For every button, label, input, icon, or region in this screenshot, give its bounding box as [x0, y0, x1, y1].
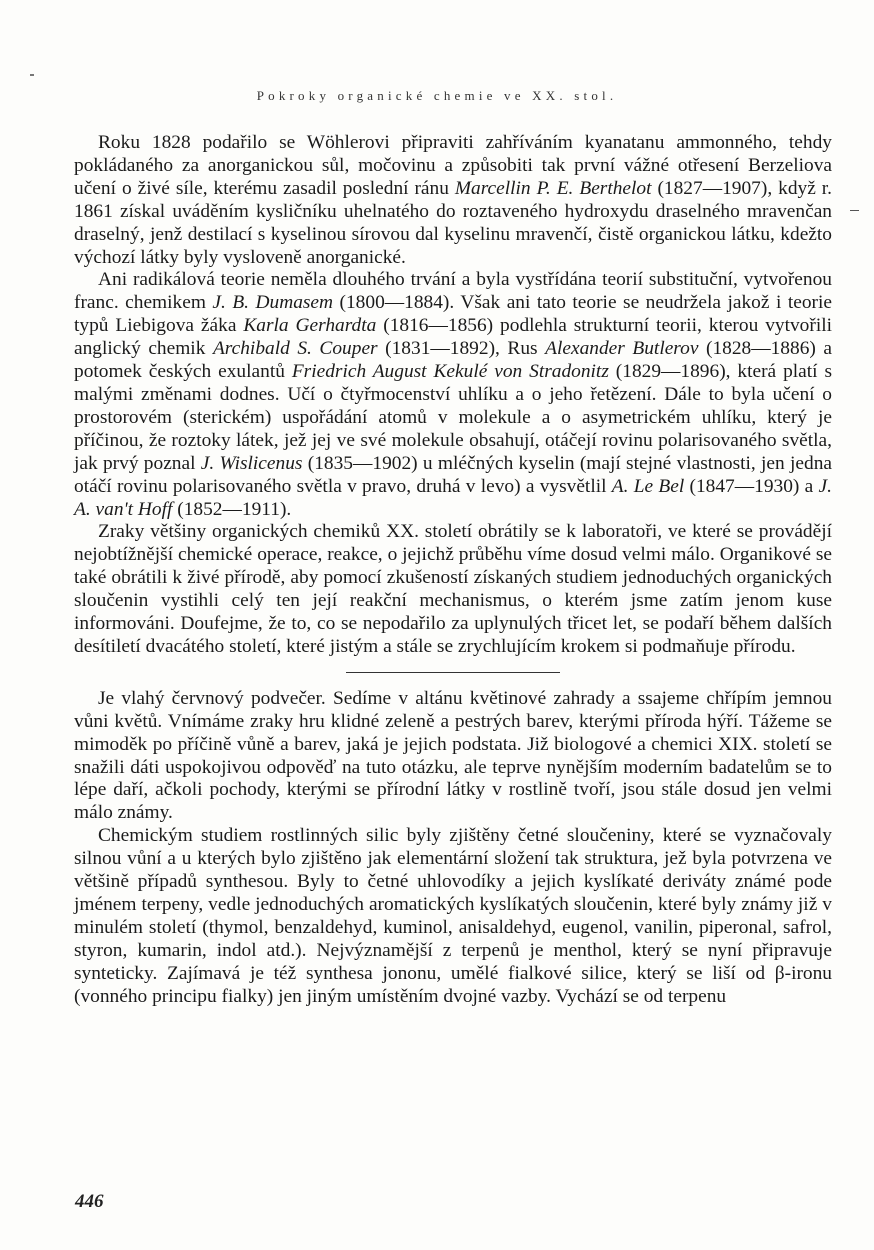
body-text [74, 132, 832, 1009]
paragraph [74, 521, 832, 658]
section-plant-oils [74, 688, 832, 1009]
italic-name: J. Wislicenus [200, 452, 303, 474]
text-run: (1847—1930) a [684, 475, 819, 497]
text-run: Ani radikálová teorie neměla dlouhého trvání a byla vystřídána teorií substituční, vytvořenou franc. chemikem [74, 269, 832, 314]
text-run: (1831—1892), Rus [377, 338, 546, 360]
text-run: (1800—1884). Však ani tato teorie se neudržela jakož i teorie typů Liebigova žáka [74, 292, 832, 337]
italic-name: Archibald S. Couper [212, 338, 378, 360]
text-run: (1828—1886) a potomek českých exulantů [74, 338, 833, 383]
text-run: (1829—1896), která platí s malými změnami dodnes. Učí o čtyřmocenství uhlíku a o jeho řetězení. Dále to byla učení o prostorovém (sterickém) uspořádání atomů v molekule a o asymetrickém uhlíku, který je příčinou, že roztoky látek, jež jej ve své molekule obsahují, otáčejí rovinu polarisovaného světla, jak prvý poznal [74, 361, 832, 474]
paragraph [74, 688, 832, 825]
paragraph [74, 132, 832, 269]
paragraph [74, 269, 832, 521]
paragraph [74, 825, 832, 1008]
italic-name: J. B. Dumasem [212, 292, 334, 314]
italic-name: Friedrich August Kekulé von Stradonitz [291, 361, 609, 383]
text-run: Je vlahý červnový podvečer. Sedíme v altánu květinové zahrady a ssajeme chřípím jemnou vůni květů. Vnímáme zraky hru klidné zeleně a pestrých barev, kterými příroda hýří. Tážeme se mimoděk po příčině vůně a barev, jaká je jejich podstata. Již biologové a chemici XIX. století se snažili dáti uspokojivou odpověď na tuto otázku, ale teprve nynějším moderním badatelům se to lépe daří, ačkoli pochody, kterými se přírodní látky v rostlině tvoří, jsou stále dosud jen velmi málo známy. [74, 687, 832, 824]
margin-dash-mark [850, 210, 859, 211]
text-run: (1827—1907), když r. 1861 získal uváděním kysličníku uhelnatého do roztaveného hydroxydu draselného mravenčan draselný, jenž destilací s kyselinou sírovou dal kyselinu mravenčí, čistě organickou látku, kdežto výchozí látky byly vysloveně anorganické. [74, 177, 833, 268]
text-run: (1852—1911). [172, 498, 292, 520]
italic-name: Marcellin P. E. Berthelot [454, 177, 652, 199]
scan-artifact-mark [30, 74, 34, 76]
text-run: Chemickým studiem rostlinných silic byly zjištěny četné sloučeniny, které se vyznačovaly silnou vůní a u kterých bylo zjištěno jak elementární složení tak struktura, jež byla potvrzena ve většině případů synthesou. Byly to četné uhlovodíky a jejich kyslíkaté deriváty známé pode jménem terpeny, vedle jednoduchých aromatických kyslíkatých sloučenin, které byly známy již v minulém století (thymol, benzaldehyd, kuminol, anisaldehyd, eugenol, vanilin, piperonal, safrol, styron, kumarin, indol atd.). Nejvýznamější z terpenů je menthol, který se nyní připravuje synteticky. Zajímavá je též synthesa jononu, umělé fialkové silice, který se liší od β-ironu (vonného principu fialky) jen jiným umístěním dvojné vazby. Vychází se od terpenu [74, 825, 832, 1007]
page-number: 446 [75, 1191, 104, 1212]
italic-name: J. A. van't Hoff [74, 475, 832, 520]
running-head: Pokroky organické chemie ve XX. stol. [256, 88, 618, 103]
text-run: Roku 1828 podařilo se Wöhlerovi připraviti zahříváním kyanatanu ammonného, tehdy pokládaného za anorganickou sůl, močovinu a způsobiti tak první vážné otřesení Berzeliova učení o živé síle, kterému zasadil poslední ránu [74, 132, 832, 199]
text-run: (1835—1902) u mléčných kyselin (mají stejné vlastnosti, jen jedna otáčí rovinu polarisovaného světla v pravo, druhá v levo) a vysvětlil [74, 452, 832, 497]
section-divider [346, 672, 560, 673]
text-run: (1816—1856) podlehla strukturní teorii, kterou vytvořili anglický chemik [74, 315, 832, 360]
section-chemistry-history [74, 132, 832, 659]
text-run: Zraky většiny organických chemiků XX. století obrátily se k laboratoři, ve které se provádějí nejobtížnější chemické operace, reakce, o jejichž průběhu víme dosud velmi málo. Organikové se také obrátili k živé přírodě, aby pomocí zkušeností získaných studiem jednoduchých organických sloučenin vystihli celý ten její reakční mechanismus, o kterém jsme zatím jenom kuse informováni. Doufejme, že to, co se nepodařilo za uplynulých třicet let, se podaří během dalších desítiletí dvacátého století, které jistým a stále se zrychlujícím krokem si podmaňuje přírodu. [74, 521, 832, 657]
italic-name: Alexander Butlerov [545, 338, 699, 360]
italic-name: Karla Gerhardta [243, 315, 377, 337]
italic-name: A. Le Bel [611, 475, 685, 497]
